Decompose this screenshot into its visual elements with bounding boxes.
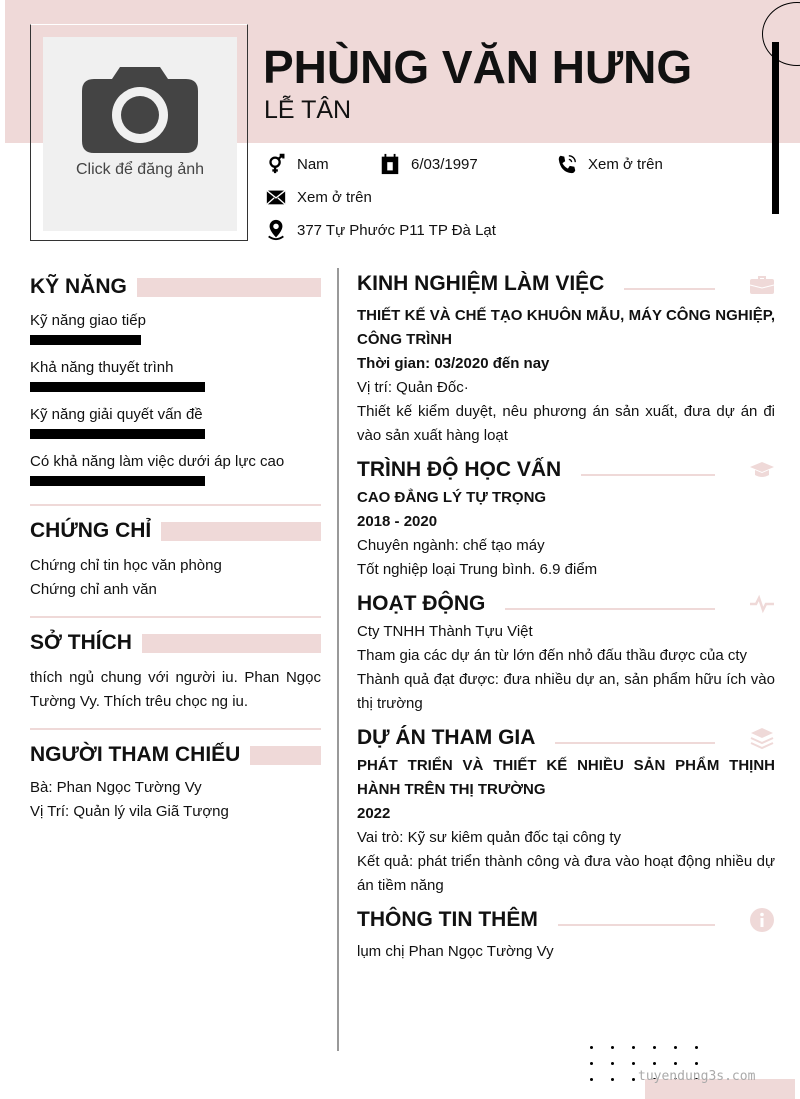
briefcase-icon (749, 271, 775, 297)
dot (674, 1062, 677, 1065)
project-role: Vai trò: Kỹ sư kiêm quản đốc tại công ty (357, 829, 622, 846)
skill-label: Khả năng thuyết trình (30, 359, 174, 376)
email-info (265, 186, 372, 208)
projects-heading: DỰ ÁN THAM GIA (357, 722, 775, 754)
photo-upload[interactable] (30, 24, 248, 241)
dot (632, 1062, 635, 1065)
skill-level-bar (30, 335, 141, 345)
activities-line: Tham gia các dự án từ lớn đến nhỏ đấu thầu được của cty (357, 647, 748, 664)
reference-item: Vị Trí: Quản lý vila Giã Tượng (30, 803, 229, 820)
dot (590, 1046, 593, 1049)
calendar-icon (379, 153, 401, 175)
dot (611, 1078, 614, 1081)
address-info (265, 219, 496, 241)
experience-position: Vị trí: Quản Đốc· (357, 379, 469, 396)
extra-heading: THÔNG TIN THÊM (357, 904, 775, 936)
dot (590, 1062, 593, 1065)
photo-label: Click để đăng ảnh (75, 161, 205, 178)
job-title: LỄ TÂN (264, 96, 352, 124)
phone-value: Xem ở trên (588, 155, 663, 173)
address-value: 377 Tự Phước P11 TP Đà Lạt (297, 221, 496, 239)
hobbies-text: thích ngủ chung với người iu. Phan Ngọc Tường Vy. Thích trêu chọc ng iu. (30, 669, 321, 710)
dot (695, 1062, 698, 1065)
education-heading: TRÌNH ĐỘ HỌC VẤN (357, 454, 775, 486)
gender-icon (265, 153, 287, 175)
project-year: 2022 (357, 805, 391, 822)
education-school: CAO ĐẲNG LÝ TỰ TRỌNG (357, 489, 547, 506)
project-result: Kết quả: phát triển thành công và đưa vào hoạt động nhiều dự án tiềm năng (357, 853, 775, 894)
experience-desc: Thiết kế kiểm duyệt, nêu phương án sản xuất, đưa dự án đi vào sản xuất hàng loạt (357, 403, 775, 444)
certificates-heading: CHỨNG CHỈ (30, 512, 321, 550)
activities-line: Thành quả đạt được: đưa nhiều dự an, sản phẩm hữu ích vào thị trường (357, 671, 775, 712)
dot (632, 1078, 635, 1081)
dot (632, 1046, 635, 1049)
education-years: 2018 - 2020 (357, 513, 438, 530)
project-name: PHÁT TRIỂN VÀ THIẾT KẾ NHIỀU SẢN PHẨM THỊNH HÀNH TRÊN THỊ TRƯỜNG (357, 757, 775, 798)
watermark: tuyendung3s.com (638, 1069, 756, 1084)
reference-item: Bà: Phan Ngọc Tường Vy (30, 779, 202, 796)
skill-label: Kỹ năng giải quyết vấn đề (30, 406, 203, 423)
extra-text: lụm chị Phan Ngọc Tường Vy (357, 943, 554, 960)
skill-level-bar (30, 429, 205, 439)
dot (653, 1062, 656, 1065)
dot (653, 1046, 656, 1049)
skill-label: Có khả năng làm việc dưới áp lực cao (30, 453, 285, 470)
phone-info (556, 153, 663, 175)
gender-value: Nam (297, 155, 329, 173)
heartbeat-icon (749, 591, 775, 617)
certificate-item: Chứng chỉ anh văn (30, 581, 157, 598)
layers-icon (749, 725, 775, 751)
right-column (357, 268, 775, 964)
experience-company: THIẾT KẾ VÀ CHẾ TẠO KHUÔN MẪU, MÁY CÔNG NGHIỆP, CÔNG TRÌNH (357, 307, 775, 348)
dot (590, 1078, 593, 1081)
decor-bar (772, 42, 779, 214)
graduation-cap-icon (749, 457, 775, 483)
dot (611, 1062, 614, 1065)
full-name: PHÙNG VĂN HƯNG (263, 41, 693, 93)
references-heading: NGƯỜI THAM CHIẾU (30, 736, 321, 774)
gender-info (265, 153, 329, 175)
skill-level-bar (30, 476, 205, 486)
certificate-item: Chứng chỉ tin học văn phòng (30, 557, 222, 574)
hobbies-heading: SỞ THÍCH (30, 624, 321, 662)
dot (611, 1046, 614, 1049)
dot (674, 1046, 677, 1049)
location-pin-icon (265, 219, 287, 241)
info-icon (749, 907, 775, 933)
education-grade: Tốt nghiệp loại Trung bình. 6.9 điểm (357, 561, 598, 578)
column-divider (337, 268, 339, 1051)
skill-level-bar (30, 382, 205, 392)
birthday-info (379, 153, 478, 175)
activities-org: Cty TNHH Thành Tựu Việt (357, 623, 533, 640)
phone-icon (556, 153, 578, 175)
camera-icon (82, 65, 198, 153)
education-major: Chuyên ngành: chế tạo máy (357, 537, 545, 554)
experience-heading: KINH NGHIỆM LÀM VIỆC (357, 268, 775, 300)
skills-heading: KỸ NĂNG (30, 268, 321, 306)
skills-list (30, 312, 321, 486)
envelope-icon (265, 186, 287, 208)
activities-heading: HOẠT ĐỘNG (357, 588, 775, 620)
email-value: Xem ở trên (297, 188, 372, 206)
experience-time: Thời gian: 03/2020 đến nay (357, 355, 550, 372)
left-column (30, 268, 321, 824)
birthday-value: 6/03/1997 (411, 155, 478, 173)
dot (695, 1046, 698, 1049)
skill-label: Kỹ năng giao tiếp (30, 312, 146, 329)
